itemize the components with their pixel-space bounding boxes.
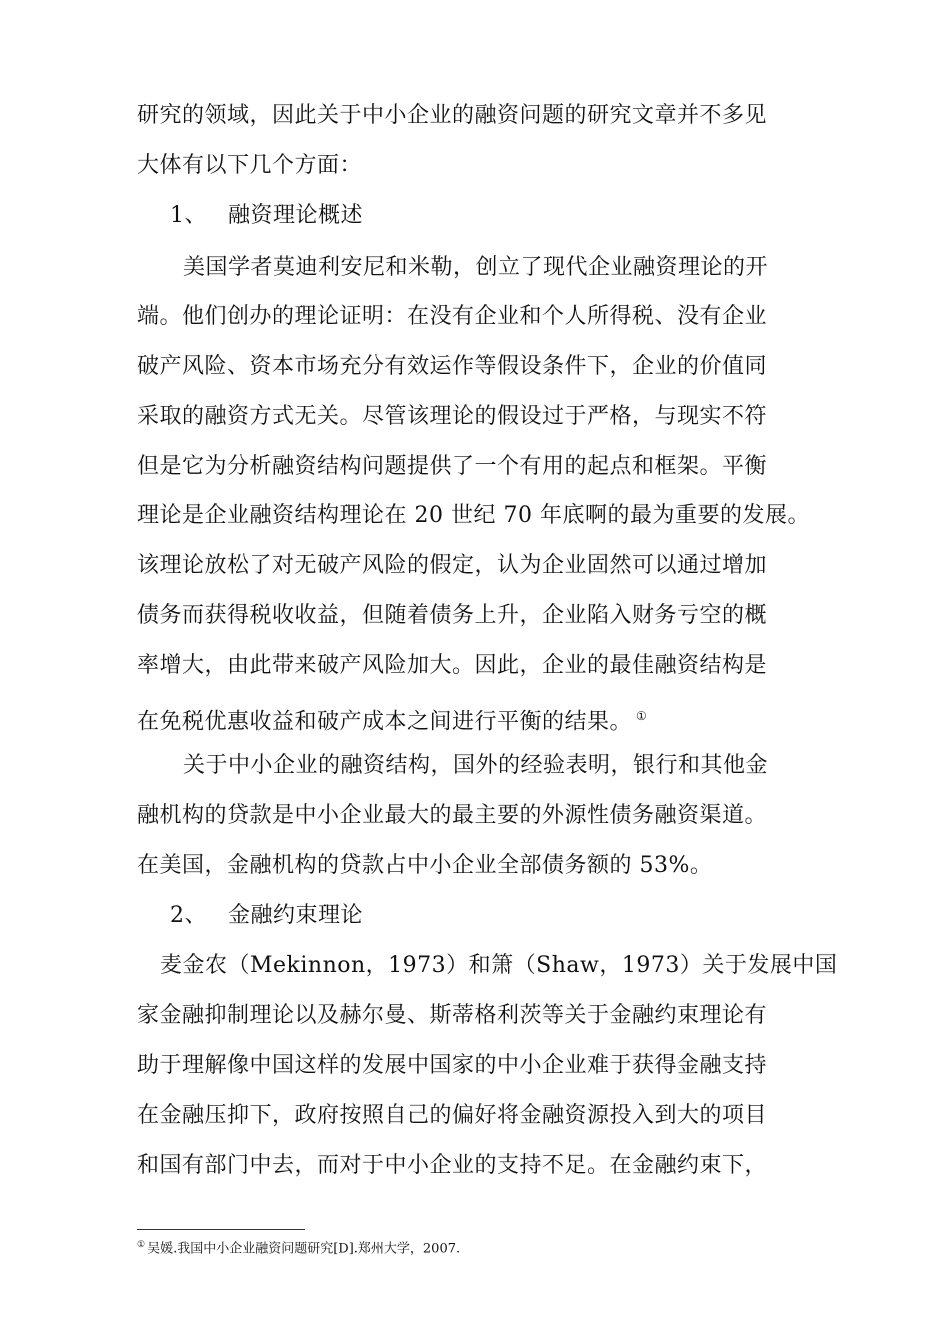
footnote-mark: ① — [137, 1240, 146, 1250]
body-line: 麦金农（Mekinnon，1973）和箫（Shaw，1973）关于发展中国 — [160, 953, 838, 978]
section-heading-1 — [170, 202, 363, 230]
body-line: 端。他们创办的理论证明：在没有企业和个人所得税、没有企业 — [137, 304, 768, 329]
heading-number: 1、 — [170, 203, 207, 228]
body-line-text: 在免税优惠收益和破产成本之间进行平衡的结果。 — [137, 709, 633, 735]
body-line: 采取的融资方式无关。尽管该理论的假设过于严格，与现实不符 — [137, 404, 768, 429]
heading-title: 融资理论概述 — [228, 203, 364, 228]
body-line: 债务而获得税收收益，但随着债务上升，企业陷入财务亏空的概 — [137, 603, 768, 628]
body-line: 理论是企业融资结构理论在 20 世纪 70 年底啊的最为重要的发展。 — [137, 503, 810, 528]
footnote-divider — [137, 1229, 305, 1230]
body-line: 和国有部门中去，而对于中小企业的支持不足。在金融约束下， — [137, 1153, 768, 1178]
body-line: 融机构的贷款是中小企业最大的最主要的外源性债务融资渠道。 — [137, 803, 768, 828]
body-line: 关于中小企业的融资结构，国外的经验表明，银行和其他金 — [183, 753, 769, 778]
body-line — [137, 702, 647, 736]
heading-number: 2、 — [170, 903, 207, 928]
body-line: 研究的领域，因此关于中小企业的融资问题的研究文章并不多见 — [137, 103, 768, 128]
footnote-text: 吴媛.我国中小企业融资问题研究[D].郑州大学，2007. — [147, 1241, 461, 1257]
body-line: 该理论放松了对无破产风险的假定，认为企业固然可以通过增加 — [137, 553, 768, 578]
footnote-reference[interactable]: ① — [636, 709, 648, 723]
body-line: 家金融抑制理论以及赫尔曼、斯蒂格利茨等关于金融约束理论有 — [137, 1003, 768, 1028]
body-line: 破产风险、资本市场充分有效运作等假设条件下，企业的价值同 — [137, 354, 768, 379]
body-line: 在金融压抑下，政府按照自己的偏好将金融资源投入到大的项目 — [137, 1103, 768, 1128]
body-line: 在美国，金融机构的贷款占中小企业全部债务额的 53%。 — [137, 853, 713, 878]
body-line: 率增大，由此带来破产风险加大。因此，企业的最佳融资结构是 — [137, 653, 768, 678]
body-line: 但是它为分析融资结构问题提供了一个有用的起点和框架。平衡 — [137, 454, 768, 479]
footnote — [137, 1236, 460, 1258]
body-line: 大体有以下几个方面： — [137, 153, 363, 178]
body-line: 助于理解像中国这样的发展中国家的中小企业难于获得金融支持 — [137, 1053, 768, 1078]
section-heading-2 — [170, 902, 363, 930]
heading-title: 金融约束理论 — [228, 903, 364, 928]
body-line: 美国学者莫迪利安尼和米勒，创立了现代企业融资理论的开 — [183, 255, 769, 280]
